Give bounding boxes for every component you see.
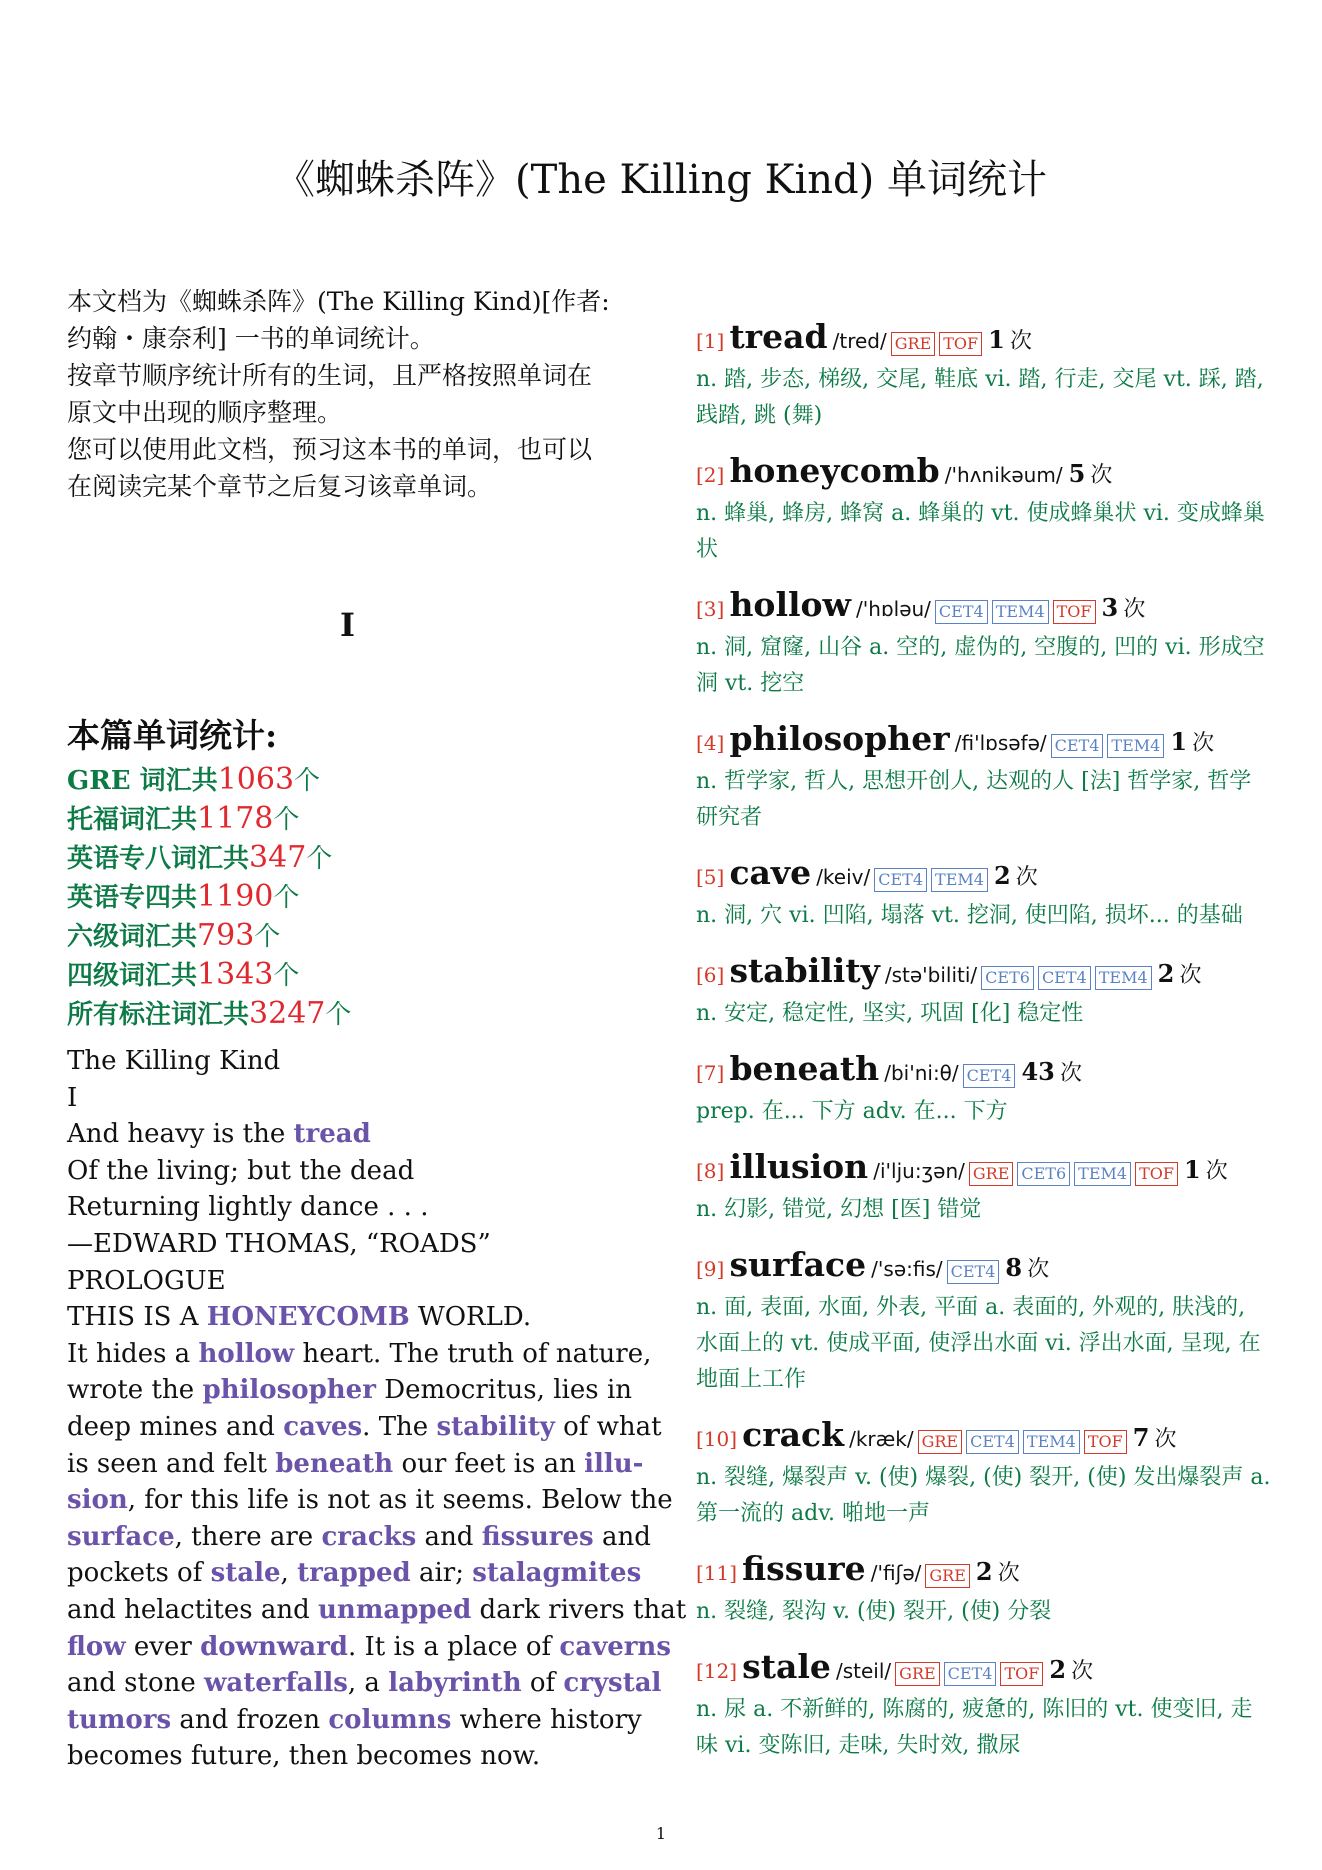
vocab-entry xyxy=(696,1550,1271,1630)
exam-tag: CET4 xyxy=(1051,734,1104,758)
entry-index: [5] xyxy=(696,865,725,889)
stat-unit: 个 xyxy=(273,883,300,913)
text-line xyxy=(67,1665,662,1702)
count-suffix: 次 xyxy=(1205,1159,1228,1184)
definition: prep. 在... 下方 adv. 在... 下方 xyxy=(696,1099,1008,1124)
headword-line xyxy=(696,1246,1271,1290)
headword-line xyxy=(696,720,1271,764)
occurrence-count: 1 xyxy=(988,325,1005,354)
stat-count: 1063 xyxy=(217,762,295,797)
text-segment: , a xyxy=(347,1668,389,1699)
stats-list xyxy=(67,761,351,1034)
occurrence-count: 2 xyxy=(975,1557,993,1586)
stat-count: 1190 xyxy=(197,879,274,914)
stats-heading: 本篇单词统计: xyxy=(67,716,278,755)
intro-line: 约翰・康奈利] 一书的单词统计。 xyxy=(67,324,435,353)
phonetic: /i'lju:ʒən/ xyxy=(873,1159,965,1183)
occurrence-count: 8 xyxy=(1005,1253,1023,1282)
text-segment: is seen and felt xyxy=(67,1448,276,1479)
stat-row xyxy=(67,761,351,800)
headword-line xyxy=(696,1416,1271,1460)
stat-row xyxy=(67,839,351,878)
stat-label: 六级词汇共 xyxy=(67,922,198,952)
exam-tag: GRE xyxy=(969,1162,1014,1186)
vocab-entry xyxy=(696,318,1271,434)
entry-index: [12] xyxy=(696,1659,738,1683)
highlighted-word: illu- xyxy=(584,1448,644,1479)
text-line xyxy=(67,1702,642,1739)
intro-line: 在阅读完某个章节之后复习该章单词。 xyxy=(67,472,493,501)
headword-line xyxy=(696,452,1271,496)
highlighted-word: columns xyxy=(328,1704,452,1735)
text-line xyxy=(67,1153,632,1190)
stat-count: 3247 xyxy=(249,996,326,1031)
intro-line: 本文档为《蜘蛛杀阵》(The Killing Kind)[作者: xyxy=(67,287,610,316)
text-segment: pockets of xyxy=(67,1558,211,1589)
count-suffix: 次 xyxy=(1059,1061,1082,1086)
headword: illusion xyxy=(729,1147,869,1186)
exam-tag: CET4 xyxy=(874,868,927,892)
stat-count: 347 xyxy=(249,840,307,875)
vocab-entry xyxy=(696,1416,1271,1532)
exam-tag: GRE xyxy=(925,1564,970,1588)
exam-tag: CET4 xyxy=(944,1662,997,1686)
headword: crack xyxy=(742,1415,844,1454)
text-segment: and stone xyxy=(67,1668,204,1699)
occurrence-count: 7 xyxy=(1132,1423,1150,1452)
phonetic: /stə'biliti/ xyxy=(884,963,978,987)
count-suffix: 次 xyxy=(1123,597,1146,622)
highlighted-word: unmapped xyxy=(318,1594,472,1625)
text-line xyxy=(67,1080,632,1117)
highlighted-word: beneath xyxy=(275,1448,394,1479)
stat-label: 英语专四共 xyxy=(67,883,198,913)
stat-count: 1178 xyxy=(197,801,274,836)
intro-paragraph xyxy=(67,283,637,505)
text-line xyxy=(67,1372,632,1409)
occurrence-count: 2 xyxy=(1049,1655,1067,1684)
text-segment: dark rivers that xyxy=(471,1594,687,1625)
word-stats xyxy=(67,710,351,1034)
headword-line xyxy=(696,1550,1271,1594)
text-segment: . The xyxy=(362,1411,437,1442)
stat-row xyxy=(67,995,351,1034)
stat-count: 1343 xyxy=(197,957,274,992)
highlighted-word: fissures xyxy=(481,1521,594,1552)
text-segment: , xyxy=(280,1558,298,1589)
headword: tread xyxy=(729,317,828,356)
stat-label: 托福词汇共 xyxy=(67,805,198,835)
occurrence-count: 2 xyxy=(1157,959,1175,988)
phonetic: /steil/ xyxy=(836,1659,892,1683)
headword: stale xyxy=(742,1647,831,1686)
text-segment: wrote the xyxy=(67,1375,203,1406)
text-segment: —EDWARD THOMAS, “ROADS” xyxy=(67,1228,491,1259)
highlighted-word: hollow xyxy=(198,1338,295,1369)
text-line xyxy=(67,1409,662,1446)
entry-index: [9] xyxy=(696,1257,725,1281)
definition: n. 安定, 稳定性, 坚实, 巩固 [化] 稳定性 xyxy=(696,1001,1084,1026)
text-line xyxy=(67,1519,651,1556)
stat-row xyxy=(67,917,351,956)
text-line xyxy=(67,1189,632,1226)
exam-tag: TOF xyxy=(1084,1430,1127,1454)
occurrence-count: 3 xyxy=(1101,593,1119,622)
phonetic: /fi'lɒsəfə/ xyxy=(954,731,1047,755)
count-suffix: 次 xyxy=(1192,731,1215,756)
phonetic: /'sə:fis/ xyxy=(871,1257,943,1281)
intro-line: 原文中出现的顺序整理。 xyxy=(67,398,343,427)
count-suffix: 次 xyxy=(1090,463,1113,488)
vocab-entry xyxy=(696,1246,1271,1398)
stat-unit: 个 xyxy=(273,961,300,991)
count-suffix: 次 xyxy=(997,1561,1020,1586)
text-segment: air; xyxy=(410,1558,473,1589)
page-title: 《蜘蛛杀阵》(The Killing Kind) 单词统计 xyxy=(275,157,1047,203)
count-suffix: 次 xyxy=(1154,1427,1177,1452)
definition: n. 洞, 窟窿, 山谷 a. 空的, 虚伪的, 空腹的, 凹的 vi. 形成空洞 vt. 挖空 xyxy=(696,635,1265,696)
text-line xyxy=(67,1629,671,1666)
vocab-entry xyxy=(696,720,1271,836)
vocab-entry xyxy=(696,1648,1271,1764)
text-segment: PROLOGUE xyxy=(67,1265,226,1296)
book-text xyxy=(67,1043,687,1775)
text-segment: and frozen xyxy=(171,1704,329,1735)
vocab-entry xyxy=(696,586,1271,702)
highlighted-word: stalagmites xyxy=(472,1558,642,1589)
exam-tag: CET4 xyxy=(935,600,988,624)
occurrence-count: 2 xyxy=(993,861,1011,890)
highlighted-word: crystal xyxy=(563,1668,662,1699)
exam-tag: GRE xyxy=(895,1662,940,1686)
stat-row xyxy=(67,878,351,917)
intro-line: 您可以使用此文档，预习这本书的单词，也可以 xyxy=(67,435,593,464)
highlighted-word: waterfalls xyxy=(204,1668,348,1699)
highlighted-word: stability xyxy=(436,1411,555,1442)
text-line xyxy=(67,1299,632,1336)
text-segment: deep mines and xyxy=(67,1411,284,1442)
entry-index: [7] xyxy=(696,1061,725,1085)
text-line xyxy=(67,1592,687,1629)
stat-unit: 个 xyxy=(273,805,300,835)
entry-index: [6] xyxy=(696,963,725,987)
definition: n. 幻影, 错觉, 幻想 [医] 错觉 xyxy=(696,1197,982,1222)
exam-tag: CET4 xyxy=(966,1430,1019,1454)
stat-unit: 个 xyxy=(306,844,333,874)
exam-tag: CET4 xyxy=(963,1064,1016,1088)
text-segment: becomes future, then becomes now. xyxy=(67,1741,541,1772)
highlighted-word: stale xyxy=(210,1558,281,1589)
occurrence-count: 1 xyxy=(1170,727,1188,756)
phonetic: /'hʌnikəum/ xyxy=(944,463,1063,487)
exam-tag: TEM4 xyxy=(1023,1430,1080,1454)
exam-tag: TEM4 xyxy=(1095,966,1152,990)
entry-index: [4] xyxy=(696,731,725,755)
entry-index: [11] xyxy=(696,1561,738,1585)
exam-tag: CET4 xyxy=(947,1260,1000,1284)
occurrence-count: 43 xyxy=(1021,1057,1055,1086)
occurrence-count: 5 xyxy=(1068,459,1086,488)
highlighted-word: tumors xyxy=(67,1704,172,1735)
exam-tag: TEM4 xyxy=(1107,734,1164,758)
exam-tag: TEM4 xyxy=(931,868,988,892)
vocab-entry xyxy=(696,1050,1271,1130)
exam-tag: CET4 xyxy=(1038,966,1091,990)
stat-unit: 个 xyxy=(294,766,321,796)
highlighted-word: flow xyxy=(67,1631,126,1662)
entry-index: [1] xyxy=(696,329,725,353)
page-number: 1 xyxy=(655,1824,667,1843)
headword: cave xyxy=(729,853,812,892)
stat-unit: 个 xyxy=(325,1000,352,1030)
highlighted-word: downward xyxy=(200,1631,348,1662)
text-segment: WORLD. xyxy=(409,1302,532,1333)
stat-unit: 个 xyxy=(254,922,281,952)
text-line xyxy=(67,1043,632,1080)
stat-label: 英语专八词汇共 xyxy=(67,844,250,874)
text-line xyxy=(67,1336,652,1373)
count-suffix: 次 xyxy=(1071,1659,1094,1684)
headword-line xyxy=(696,318,1271,362)
text-line xyxy=(67,1482,673,1519)
text-line xyxy=(67,1555,642,1592)
highlighted-word: tread xyxy=(293,1119,371,1150)
phonetic: /bi'ni:θ/ xyxy=(884,1061,959,1085)
text-segment: THIS IS A xyxy=(67,1302,207,1333)
count-suffix: 次 xyxy=(1179,963,1202,988)
text-segment: I xyxy=(67,1082,78,1113)
vocab-entry xyxy=(696,854,1271,934)
text-segment: , there are xyxy=(174,1521,322,1552)
text-segment: Of the living; but the dead xyxy=(67,1155,415,1186)
entry-index: [10] xyxy=(696,1427,738,1451)
definition: n. 面, 表面, 水面, 外表, 平面 a. 表面的, 外观的, 肤浅的, 水面上的 vt. 使成平面, 使浮出水面 vi. 浮出水面, 呈现, 在地面上工作 xyxy=(696,1295,1261,1392)
count-suffix: 次 xyxy=(1015,865,1038,890)
occurrence-count: 1 xyxy=(1183,1155,1201,1184)
vocab-list xyxy=(696,318,1271,1782)
definition: n. 哲学家, 哲人, 思想开创人, 达观的人 [法] 哲学家, 哲学研究者 xyxy=(696,769,1252,830)
exam-tag: CET6 xyxy=(1017,1162,1070,1186)
highlighted-word: HONEYCOMB xyxy=(206,1302,410,1333)
highlighted-word: surface xyxy=(67,1521,175,1552)
exam-tag: GRE xyxy=(891,332,936,356)
exam-tag: TOF xyxy=(1053,600,1096,624)
text-segment: Democritus, lies in xyxy=(375,1375,632,1406)
text-segment: of xyxy=(521,1668,564,1699)
phonetic: /'hɒləu/ xyxy=(856,597,931,621)
highlighted-word: caverns xyxy=(559,1631,671,1662)
headword: fissure xyxy=(742,1549,866,1588)
count-suffix: 次 xyxy=(1027,1257,1050,1282)
text-segment: ever xyxy=(125,1631,201,1662)
text-line xyxy=(67,1446,644,1483)
text-line xyxy=(67,1738,632,1775)
text-segment: . It is a place of xyxy=(347,1631,560,1662)
text-segment: It hides a xyxy=(67,1338,199,1369)
text-segment: and xyxy=(416,1521,482,1552)
headword-line xyxy=(696,1148,1271,1192)
highlighted-word: cracks xyxy=(321,1521,417,1552)
headword-line xyxy=(696,1648,1271,1692)
exam-tag: TEM4 xyxy=(992,600,1049,624)
vocab-entry xyxy=(696,1148,1271,1228)
highlighted-word: sion xyxy=(67,1485,128,1516)
highlighted-word: philosopher xyxy=(202,1375,376,1406)
definition: n. 踏, 步态, 梯级, 交尾, 鞋底 vi. 踏, 行走, 交尾 vt. 踩, 踏, 践踏, 跳 (舞) xyxy=(696,367,1264,428)
text-line xyxy=(67,1263,632,1300)
exam-tag: TOF xyxy=(939,332,982,356)
headword: surface xyxy=(729,1245,867,1284)
text-segment: and helactites and xyxy=(67,1594,319,1625)
headword-line xyxy=(696,854,1271,898)
exam-tag: CET6 xyxy=(981,966,1034,990)
headword: stability xyxy=(729,951,880,990)
definition: n. 蜂巢, 蜂房, 蜂窝 a. 蜂巢的 vt. 使成蜂巢状 vi. 变成蜂巢状 xyxy=(696,501,1265,562)
headword: honeycomb xyxy=(729,451,940,490)
vocab-entry xyxy=(696,952,1271,1032)
phonetic: /kræk/ xyxy=(849,1427,914,1451)
vocab-entry xyxy=(696,452,1271,568)
chapter-heading: I xyxy=(340,606,355,644)
phonetic: /keiv/ xyxy=(816,865,871,889)
highlighted-word: trapped xyxy=(297,1558,411,1589)
text-segment: where history xyxy=(451,1704,642,1735)
exam-tag: TOF xyxy=(1000,1662,1043,1686)
count-suffix: 次 xyxy=(1009,329,1032,354)
stat-label: GRE 词汇共 xyxy=(67,766,218,796)
text-line xyxy=(67,1226,632,1263)
phonetic: /'fiʃə/ xyxy=(870,1561,922,1585)
entry-index: [3] xyxy=(696,597,725,621)
headword: hollow xyxy=(729,585,851,624)
highlighted-word: labyrinth xyxy=(388,1668,522,1699)
headword: beneath xyxy=(729,1049,880,1088)
exam-tag: TEM4 xyxy=(1074,1162,1131,1186)
text-segment: of what xyxy=(554,1411,662,1442)
stat-count: 793 xyxy=(197,918,255,953)
definition: n. 裂缝, 爆裂声 v. (使) 爆裂, (使) 裂开, (使) 发出爆裂声 a. 第一流的 adv. 啪地一声 xyxy=(696,1465,1271,1526)
stat-row xyxy=(67,956,351,995)
headword-line xyxy=(696,952,1271,996)
exam-tag: TOF xyxy=(1135,1162,1178,1186)
entry-index: [8] xyxy=(696,1159,725,1183)
text-line xyxy=(67,1116,632,1153)
definition: n. 尿 a. 不新鲜的, 陈腐的, 疲惫的, 陈旧的 vt. 使变旧, 走味 vi. 变陈旧, 走味, 失时效, 撒尿 xyxy=(696,1697,1253,1758)
headword: philosopher xyxy=(729,719,950,758)
stat-label: 四级词汇共 xyxy=(67,961,198,991)
definition: n. 裂缝, 裂沟 v. (使) 裂开, (使) 分裂 xyxy=(696,1599,1052,1624)
highlighted-word: caves xyxy=(283,1411,363,1442)
text-segment: Returning lightly dance . . . xyxy=(67,1192,429,1223)
phonetic: /tred/ xyxy=(832,329,887,353)
text-segment: and xyxy=(593,1521,651,1552)
text-segment: The Killing Kind xyxy=(67,1046,281,1076)
intro-line: 按章节顺序统计所有的生词，且严格按照单词在 xyxy=(67,361,593,390)
stat-row xyxy=(67,800,351,839)
text-segment: heart. The truth of nature, xyxy=(294,1338,652,1369)
text-segment: And heavy is the xyxy=(67,1119,294,1150)
headword-line xyxy=(696,586,1271,630)
headword-line xyxy=(696,1050,1271,1094)
text-segment: , for this life is not as it seems. Below the xyxy=(127,1485,673,1516)
entry-index: [2] xyxy=(696,463,725,487)
stat-label: 所有标注词汇共 xyxy=(67,1000,250,1030)
text-segment: our feet is an xyxy=(393,1448,585,1479)
definition: n. 洞, 穴 vi. 凹陷, 塌落 vt. 挖洞, 使凹陷, 损坏... 的基础 xyxy=(696,903,1243,928)
exam-tag: GRE xyxy=(918,1430,963,1454)
